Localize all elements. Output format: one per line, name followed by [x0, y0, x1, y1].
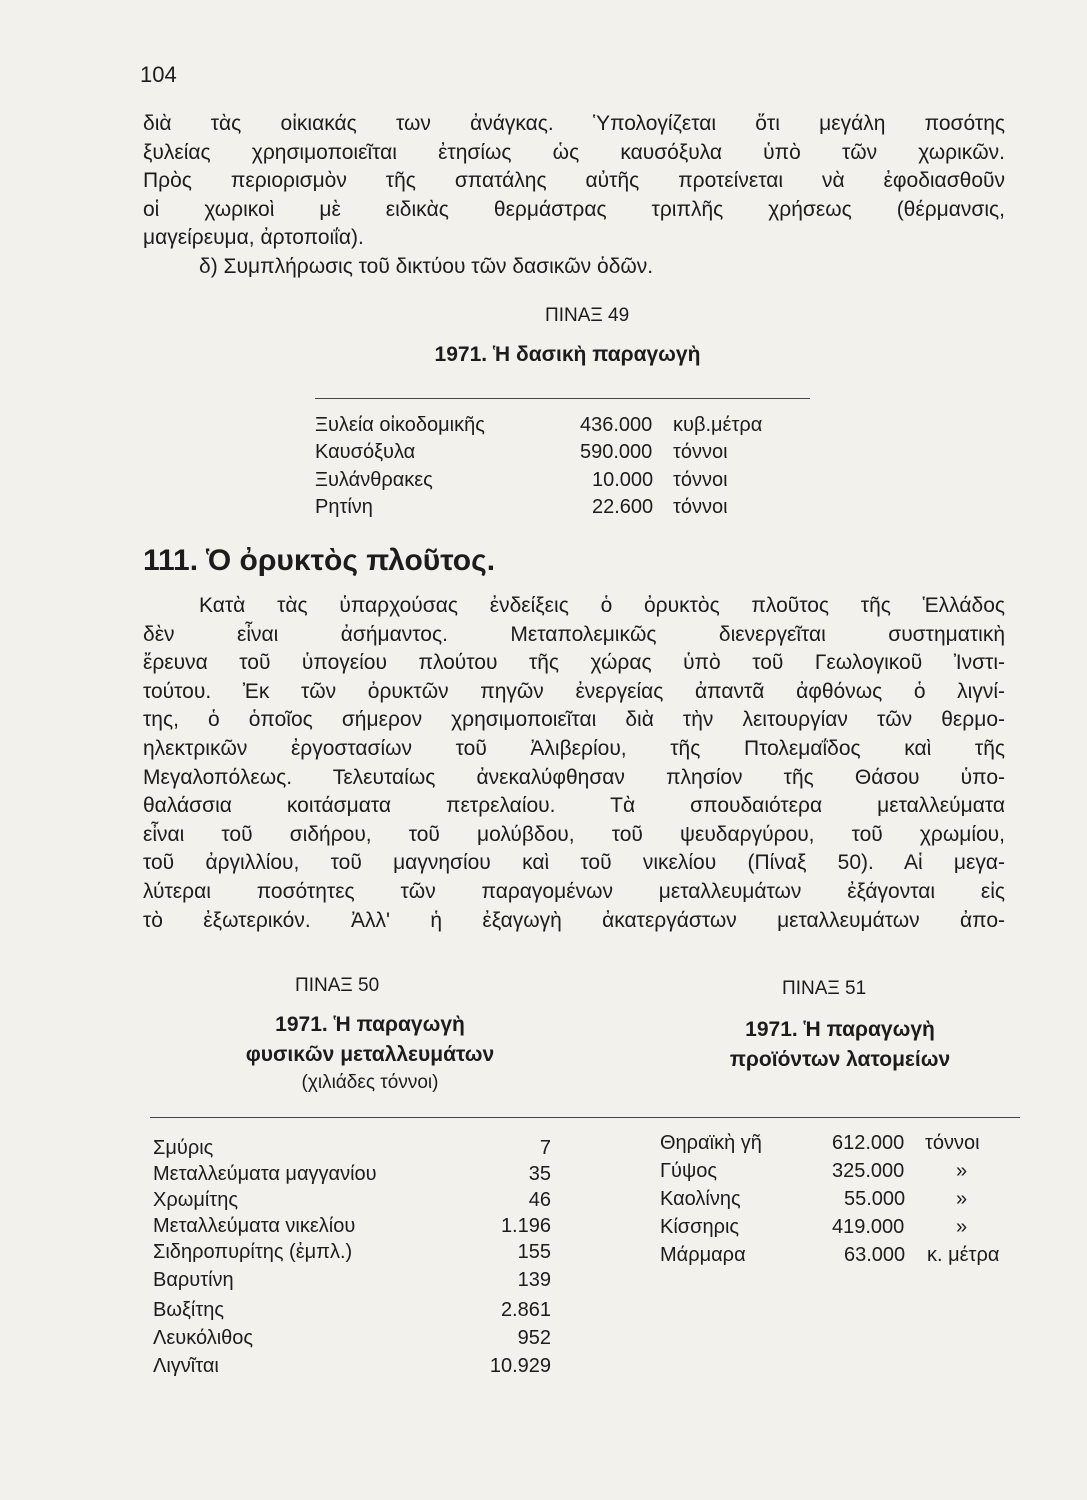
table51-value: 612.000: [832, 1132, 905, 1154]
table50-name: Σιδηροπυρίτης (ἐμπλ.): [153, 1241, 353, 1263]
table50-note: (χιλιάδες τόννοι): [301, 1072, 439, 1093]
table50-value: 155: [517, 1241, 551, 1263]
intro-line: μαγείρευμα, ἀρτοποιΐα).: [143, 226, 364, 250]
table51-title-line1: 1971. Ἡ παραγωγὴ: [745, 1018, 935, 1041]
intro-paragraph: [143, 110, 1005, 282]
section-line: Μεγαλοπόλεως. Τελευταίως ἀνεκαλύφθησαν πλησίον τῆς Θάσου ὑπο-: [143, 765, 1005, 789]
table51-name: Θηραϊκὴ γῆ: [660, 1132, 762, 1154]
section-line: δὲν εἶναι ἀσήμαντος. Μεταπολεμικῶς διενεργεῖται συστηματικὴ: [143, 622, 1005, 646]
table50-name: Χρωμίτης: [153, 1189, 238, 1211]
table49-value: 10.000: [592, 469, 654, 491]
intro-line: διὰ τὰς οἰκιακάς των ἀνάγκας. Ὑπολογίζεται ὅτι μεγάλη ποσότης: [143, 112, 1005, 135]
table49-top-rule: [315, 398, 810, 399]
section-line: ἔρευνα τοῦ ὑπογείου πλούτου τῆς χώρας ὑπὸ τοῦ Γεωλογικοῦ Ἰνστι-: [143, 651, 1005, 675]
section-line: εἶναι τοῦ σιδήρου, τοῦ μολύβδου, τοῦ ψευδαργύρου, τοῦ χρωμίου,: [143, 822, 1005, 846]
page-number: 104: [140, 62, 177, 87]
table51-value: 55.000: [844, 1188, 906, 1210]
table50-value: 2.861: [500, 1299, 551, 1321]
table51-caption: ΠΙΝΑΞ 51: [782, 978, 867, 999]
intro-line: οἱ χωρικοὶ μὲ ειδικὰς θερμάστρας τριπλῆς χρήσεως (θέρμανσις,: [143, 197, 1005, 221]
table49-unit: τόννοι: [673, 469, 728, 491]
table49-unit: κυβ.μέτρα: [673, 414, 763, 436]
table51-name: Καολίνης: [660, 1188, 741, 1210]
table51-value: 325.000: [832, 1160, 905, 1182]
section-line: λύτεραι ποσότητες τῶν παραγομένων μεταλλευμάτων ἐξάγονται εἰς: [143, 879, 1005, 903]
table49-name: Ξυλεία οἰκοδομικῆς: [315, 414, 485, 436]
section-line: Κατὰ τὰς ὑπαρχούσας ἐνδείξεις ὁ ὀρυκτὸς πλοῦτος τῆς Ἑλλάδος: [199, 594, 1005, 617]
table51-value: 63.000: [844, 1244, 906, 1266]
table49-value: 436.000: [580, 414, 653, 436]
table51-name: Μάρμαρα: [660, 1244, 746, 1266]
table50-value: 952: [517, 1327, 551, 1349]
table50-value: 7: [539, 1137, 551, 1159]
section-line: τούτου. Ἐκ τῶν ὀρυκτῶν πηγῶν ἐνεργείας ἀπαντᾶ ἀφθόνως ὁ λιγνί-: [143, 679, 1005, 703]
table51-name: Κίσσηρις: [660, 1216, 740, 1238]
table51-unit: »: [956, 1188, 968, 1210]
table49-value: 590.000: [580, 441, 653, 463]
table50-name: Βωξίτης: [153, 1299, 225, 1321]
table51-name: Γύψος: [660, 1160, 717, 1182]
table50-name: Λευκόλιθος: [153, 1327, 254, 1349]
table50-name: Βαρυτίνη: [153, 1269, 234, 1291]
table51-unit: κ. μέτρα: [927, 1244, 1000, 1266]
table49-title: 1971. Ἡ δασικὴ παραγωγὴ: [434, 343, 701, 366]
table51-unit: »: [956, 1160, 968, 1182]
table49-name: Ξυλάνθρακες: [315, 469, 433, 491]
section-line: θαλάσσια κοιτάσματα πετρελαίου. Τὰ σπουδαιότερα μεταλλεύματα: [143, 794, 1005, 818]
table50-value: 139: [517, 1269, 551, 1291]
table50-name: Μεταλλεύματα μαγγανίου: [153, 1163, 377, 1185]
section-heading: 111. Ὁ ὀρυκτὸς πλοῦτος.: [143, 544, 496, 577]
table50-title-line2: φυσικῶν μεταλλευμάτων: [245, 1043, 495, 1066]
table50-name: Σμύρις: [153, 1137, 214, 1159]
table50-title-line1: 1971. Ἡ παραγωγὴ: [275, 1013, 465, 1036]
tables-top-rule: [150, 1117, 1020, 1118]
section-line: τοῦ ἀργιλλίου, τοῦ μαγνησίου καὶ τοῦ νικελίου (Πίναξ 50). Αἱ μεγα-: [143, 851, 1005, 875]
table50-name: Μεταλλεύματα νικελίου: [153, 1215, 356, 1237]
intro-line: Πρὸς περιορισμὸν τῆς σπατάλης αὐτῆς προτείνεται νὰ ἐφοδιασθοῦν: [143, 169, 1005, 193]
table49-name: Ρητίνη: [315, 496, 373, 518]
section-line: τὸ ἐξωτερικόν. Ἀλλ' ἡ ἐξαγωγὴ ἀκατεργάστων μεταλλευμάτων ἀπο-: [143, 908, 1005, 932]
intro-line: δ) Συμπλήρωσις τοῦ δικτύου τῶν δασικῶν ὁδῶν.: [199, 254, 654, 278]
table51-value: 419.000: [832, 1216, 905, 1238]
table50-caption: ΠΙΝΑΞ 50: [295, 975, 380, 996]
table49-name: Καυσόξυλα: [315, 441, 416, 463]
table51-unit: »: [956, 1216, 968, 1238]
section-line: ηλεκτρικῶν ἐργοστασίων τοῦ Ἀλιβερίου, τῆς Πτολεμαΐδος καὶ τῆς: [143, 736, 1005, 760]
table51-unit: τόννοι: [925, 1132, 980, 1154]
section-line: της, ὁ ὁποῖος σήμερον χρησιμοποιεῖται διὰ τὴν λειτουργίαν τῶν θερμο-: [143, 708, 1005, 732]
table49-value: 22.600: [592, 496, 654, 518]
table50-value: 1.196: [500, 1215, 551, 1237]
table49-caption: ΠΙΝΑΞ 49: [545, 305, 630, 326]
table50-value: 35: [528, 1163, 551, 1185]
table51-title-line2: προϊόντων λατομείων: [729, 1048, 951, 1071]
table49-unit: τόννοι: [673, 441, 728, 463]
intro-line: ξυλείας χρησιμοποιεῖται ἐτησίως ὡς καυσόξυλα ὑπὸ τῶν χωρικῶν.: [143, 140, 1005, 164]
table50-value: 10.929: [489, 1355, 551, 1377]
table50-value: 46: [528, 1189, 551, 1211]
table49-unit: τόννοι: [673, 496, 728, 518]
section-paragraph: [143, 592, 1005, 935]
table50-name: Λιγνῖται: [153, 1355, 219, 1377]
